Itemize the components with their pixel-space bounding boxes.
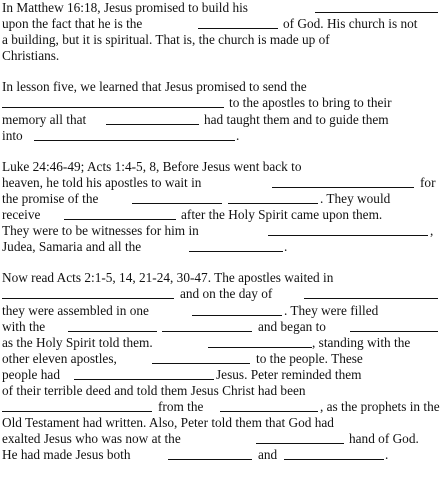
text-segment: They were to be witnesses for him in [2,223,199,239]
text-segment: to the apostles to bring to their [229,95,392,111]
text-segment: into [2,127,23,143]
fill-in-blank[interactable] [132,191,222,204]
fill-in-blank[interactable] [2,286,174,299]
fill-in-blank[interactable] [68,319,157,332]
text-line [2,383,438,399]
text-segment: hand of God. [349,431,419,447]
fill-in-blank[interactable] [74,367,214,380]
text-segment: to the people. These [256,350,363,366]
text-line [2,415,438,431]
fill-in-blank[interactable] [189,239,283,252]
fill-in-blank[interactable] [315,0,438,13]
fill-in-blank[interactable] [168,447,252,460]
text-segment: heaven, he told his apostles to wait in [2,174,202,190]
text-segment: , as the prophets in the [320,399,440,415]
text-segment: of their terrible deed and told them Jesus Christ had been [2,382,306,398]
text-line [2,351,438,367]
text-segment: memory all that [2,111,87,127]
text-line [2,0,438,16]
text-segment: of God. His church is not [283,16,418,32]
text-segment: Luke 24:46-49; Acts 1:4-5, 8, Before Jesus went back to [2,158,302,174]
text-segment: Judea, Samaria and all the [2,239,142,255]
text-segment: , standing with the [312,334,411,350]
text-segment: Christians. [2,48,60,64]
fill-in-blank[interactable] [268,223,428,236]
text-segment: after the Holy Spirit came upon them. [181,207,383,223]
paragraph-4 [2,270,438,463]
text-segment: . They were filled [284,302,379,318]
text-line [2,16,438,32]
text-line [2,399,438,415]
fill-in-blank[interactable] [106,112,199,125]
fill-in-blank[interactable] [162,319,252,332]
text-line [2,286,438,302]
paragraph-1 [2,0,438,64]
fill-in-blank[interactable] [304,286,438,299]
text-line [2,303,438,319]
text-segment: exalted Jesus who was now at the [2,431,181,447]
text-segment: Jesus. Peter reminded them [216,366,362,382]
text-line [2,223,438,239]
text-segment: In lesson five, we learned that Jesus promised to send the [2,79,307,95]
fill-in-blank[interactable] [34,128,235,141]
text-line [2,239,438,255]
paragraph-3 [2,159,438,256]
worksheet-page [2,0,438,463]
text-line [2,191,438,207]
text-line [2,270,438,286]
text-segment: they were assembled in one [2,302,149,318]
text-segment: from the [158,399,204,415]
fill-in-blank[interactable] [2,95,224,108]
text-line [2,175,438,191]
text-segment: upon the fact that he is the [2,16,143,32]
fill-in-blank[interactable] [208,335,312,348]
fill-in-blank[interactable] [2,399,152,412]
fill-in-blank[interactable] [350,319,438,332]
text-segment: . [236,127,240,143]
text-line [2,48,438,64]
text-line [2,367,438,383]
text-line [2,32,438,48]
text-segment: receive [2,207,41,223]
fill-in-blank[interactable] [256,431,344,444]
text-segment: had taught them and to guide them [204,111,389,127]
fill-in-blank[interactable] [152,351,250,364]
fill-in-blank[interactable] [284,447,384,460]
text-segment: . [385,447,389,463]
fill-in-blank[interactable] [272,175,414,188]
paragraph-2 [2,79,438,143]
fill-in-blank[interactable] [228,191,318,204]
text-line [2,112,438,128]
fill-in-blank[interactable] [220,399,318,412]
text-segment: In Matthew 16:18, Jesus promised to build his [2,0,248,15]
text-segment: a building, but it is spiritual. That is, the church is made up of [2,32,330,48]
text-segment: with the [2,318,46,334]
text-segment: other eleven apostles, [2,350,117,366]
text-segment: . [284,239,288,255]
text-segment: as the Holy Spirit told them. [2,334,153,350]
text-segment: Now read Acts 2:1-5, 14, 21-24, 30-47. The apostles waited in [2,270,334,286]
text-line [2,128,438,144]
text-line [2,159,438,175]
text-line [2,207,438,223]
text-line [2,79,438,95]
text-segment: and [258,447,278,463]
fill-in-blank[interactable] [198,16,278,29]
fill-in-blank[interactable] [192,303,282,316]
text-segment: people had [2,366,60,382]
text-segment: and on the day of [180,286,273,302]
text-line [2,447,438,463]
text-segment: , [430,223,434,239]
text-segment: . They would [320,190,391,206]
fill-in-blank[interactable] [64,207,176,220]
text-line [2,431,438,447]
text-segment: and began to [258,318,326,334]
text-line [2,319,438,335]
text-segment: the promise of the [2,190,99,206]
text-segment: Old Testament had written. Also, Peter told them that God had [2,415,334,431]
text-line [2,95,438,111]
text-line [2,335,438,351]
text-segment: He had made Jesus both [2,447,131,463]
text-segment: for [420,174,436,190]
